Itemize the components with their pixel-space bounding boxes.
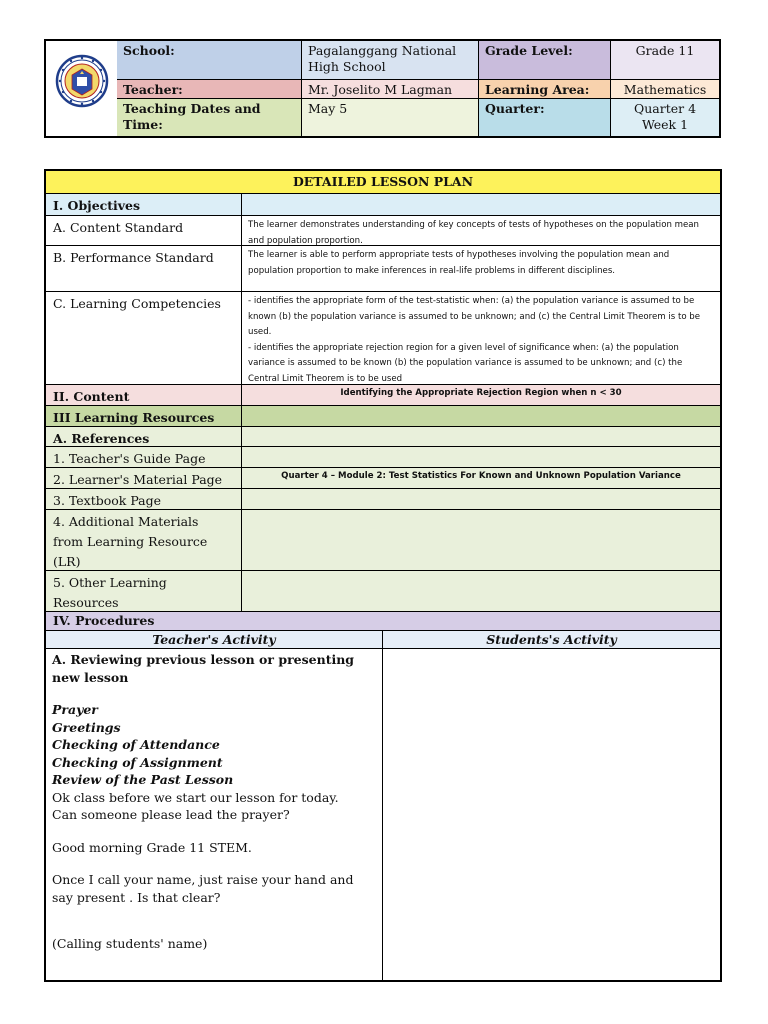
- teachers-guide-row: [46, 447, 720, 468]
- objectives-heading: I. Objectives: [46, 194, 242, 215]
- textbook-label: 3. Textbook Page: [46, 489, 242, 509]
- attendance-label: Checking of Attendance: [52, 737, 220, 752]
- deped-seal-icon: [46, 41, 117, 136]
- content-heading: II. Content: [46, 385, 242, 405]
- school-value: [302, 41, 479, 80]
- other-resources-label: [46, 571, 242, 611]
- references-label: A. References: [46, 427, 242, 446]
- references-row: [46, 427, 720, 447]
- other-resources-line1: 5. Other Learning: [53, 575, 167, 590]
- attendance-instruction-line2: say present . Is that clear?: [52, 889, 221, 905]
- content-text: Identifying the Appropriate Rejection Region when n < 30: [340, 388, 622, 398]
- learning-area-label: Learning Area:: [479, 80, 611, 99]
- assignment-label: Checking of Assignment: [52, 754, 223, 770]
- references-blank: [242, 427, 720, 446]
- quarter-value-line2: Week 1: [641, 117, 689, 132]
- learners-material-text: Quarter 4 – Module 2: Test Statistics For Known and Unknown Population Variance: [281, 471, 681, 481]
- additional-materials-line2: from Learning Resource: [53, 534, 208, 549]
- competency-item-2: - identifies the appropriate rejection region for a given level of significance when: (a) the population variance is assumed to be known (b) the population variance is assumed to be unknown; and (c) the Central Limit Theorem is to be used: [248, 342, 683, 384]
- learners-material-row: [46, 468, 720, 489]
- student-activity-cell: [383, 649, 720, 980]
- prayer-label: Prayer: [52, 702, 98, 717]
- lesson-plan-title: DETAILED LESSON PLAN: [46, 171, 720, 194]
- other-resources-line2: Resources: [53, 595, 119, 610]
- greetings-label: Greetings: [52, 719, 121, 735]
- content-standard-row: [46, 216, 720, 246]
- content-row: [46, 385, 720, 406]
- logo-cell: [46, 41, 118, 136]
- content-standard-text: The learner demonstrates understanding of key concepts of tests of hypotheses on the population mean and population proportion.: [248, 220, 700, 245]
- additional-materials-line3: (LR): [53, 554, 81, 569]
- teaching-dates-label-line2: Time:: [123, 117, 163, 132]
- resources-heading: III Learning Resources: [46, 406, 242, 426]
- calling-names-text: (Calling students' name): [52, 936, 208, 951]
- prayer-instruction-line1: Ok class before we start our lesson for today.: [52, 789, 339, 805]
- activity-header-row: [46, 631, 720, 649]
- additional-materials-line1: 4. Additional Materials: [53, 514, 199, 529]
- other-resources-row: [46, 571, 720, 612]
- textbook-blank: [242, 489, 720, 509]
- teacher-activity-header: Teacher's Activity: [46, 631, 383, 648]
- objectives-row: [46, 194, 720, 216]
- quarter-value-line1: Quarter 4: [633, 101, 697, 116]
- learning-area-value: Mathematics: [611, 80, 719, 99]
- quarter-label: Quarter:: [479, 99, 611, 136]
- resources-blank: [242, 406, 720, 426]
- school-value-line1: Pagalanggang National: [308, 43, 457, 58]
- attendance-instruction-line1: Once I call your name, just raise your hand and: [52, 872, 354, 887]
- other-resources-blank: [242, 571, 720, 611]
- competencies-label: C. Learning Competencies: [46, 292, 242, 384]
- school-value-line2: High School: [308, 59, 386, 74]
- grade-level-value: Grade 11: [611, 41, 719, 80]
- additional-materials-label: [46, 510, 242, 570]
- competencies-row: [46, 292, 720, 385]
- greeting-text: Good morning Grade 11 STEM.: [52, 839, 252, 855]
- teachers-guide-blank: [242, 447, 720, 467]
- student-activity-header: Students's Activity: [383, 631, 720, 648]
- objectives-blank: [242, 194, 720, 215]
- teaching-dates-label-line1: Teaching Dates and: [123, 101, 261, 116]
- performance-standard-label: B. Performance Standard: [46, 246, 242, 291]
- performance-standard-text: The learner is able to perform appropriate tests of hypotheses involving the population mean and population proportion to make inferences in real-life problems in different disciplines.: [248, 250, 670, 276]
- lesson-plan-table: [44, 169, 722, 982]
- performance-standard-row: [46, 246, 720, 292]
- learners-material-label: 2. Learner's Material Page: [46, 468, 242, 488]
- school-label: School:: [117, 41, 302, 80]
- review-heading-line1: A. Reviewing previous lesson or presenting: [52, 652, 355, 667]
- additional-materials-row: [46, 510, 720, 571]
- teacher-value: Mr. Joselito M Lagman: [302, 80, 479, 99]
- teacher-activity-cell: [46, 649, 383, 980]
- resources-row: [46, 406, 720, 427]
- competencies-text: [242, 292, 720, 384]
- prayer-instruction-line2: Can someone please lead the prayer?: [52, 807, 290, 822]
- review-past-label: Review of the Past Lesson: [52, 772, 234, 787]
- procedures-heading: IV. Procedures: [46, 612, 720, 631]
- header-table: [44, 39, 721, 138]
- teaching-dates-value: May 5: [302, 99, 479, 136]
- teacher-label: Teacher:: [117, 80, 302, 99]
- teachers-guide-label: 1. Teacher's Guide Page: [46, 447, 242, 467]
- teaching-dates-label: [117, 99, 302, 136]
- additional-materials-blank: [242, 510, 720, 570]
- competency-item-1: - identifies the appropriate form of the test-statistic when: (a) the population variance is assumed to be known (b) the population variance is assumed to be unknown; and (c) the Central Limit Theorem is to be used.: [248, 296, 701, 337]
- review-heading-line2: new lesson: [52, 669, 129, 685]
- grade-level-label: Grade Level:: [479, 41, 611, 80]
- quarter-value: [611, 99, 719, 136]
- content-standard-label: A. Content Standard: [46, 216, 242, 245]
- textbook-row: [46, 489, 720, 510]
